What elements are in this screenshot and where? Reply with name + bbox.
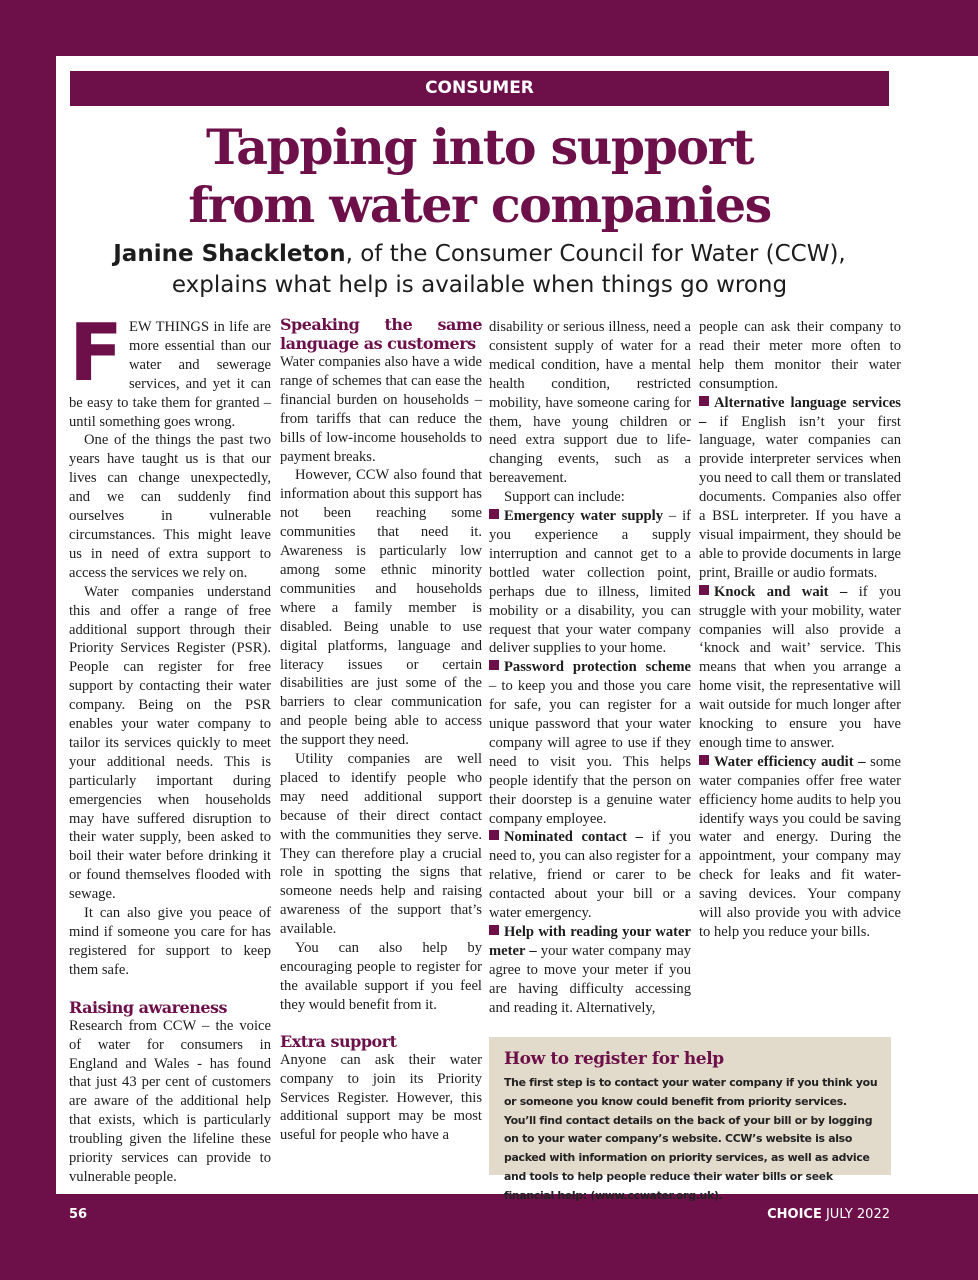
magazine-page xyxy=(56,56,978,1202)
paragraph: Support can include: xyxy=(504,489,625,506)
paragraph: Water companies also have a wide range of schemes that can ease the financial burden on households – from tariffs that can reduce the bills of low-income households to payment breaks. xyxy=(280,354,482,465)
paragraph: You can also help by encouraging people to register for the available support if you feel they would benefit from it. xyxy=(280,940,482,1013)
magazine-name: CHOICE xyxy=(767,1207,822,1222)
paragraph: However, CCW also found that information about this support has not been reaching some communities that need it. Awareness is particularly low among some ethnic minority communities and households where a family member is disabled. Being unable to use digital platforms, language and literacy issues or certain disabilities are just some of the barriers to clear communication and people being able to access the support they need. xyxy=(280,467,482,749)
bullet-square-icon xyxy=(489,660,499,670)
paragraph: disability or serious illness, need a consistent supply of water for a medical condition, have a mental health condition, restricted mobility, have someone caring for them, have young children or need extra support due to life-changing events, such as a bereavement. xyxy=(489,319,691,487)
page-number: 56 xyxy=(69,1207,88,1222)
bullet-square-icon xyxy=(699,755,709,765)
bullet-item: Help with reading your water meter – your water company may agree to move your meter if you are having difficulty accessing and reading it. Alternatively, xyxy=(489,924,692,1016)
paragraph: One of the things the past two years have taught us is that our lives can change unexpectedly, and we can suddenly find ourselves in vulnerable circumstances. This might leave us in need of extra support to access the services we rely on. xyxy=(69,432,271,581)
bullet-square-icon xyxy=(699,585,709,595)
paragraph: EW THINGS in life are more essential than our water and sewerage services, and yet it can be easy to take them for granted – until something goes wrong. xyxy=(69,319,271,430)
subheading-speaking-language: Speaking the same language as customers xyxy=(280,315,482,353)
bullet-item: Alternative language services – if English isn’t your first language, water companies can provide interpreter services when you need to call them or translated documents. Companies also offer a BSL interpreter. If you have a visual impairment, they should be able to provide documents in large print, Braille or audio formats. xyxy=(699,394,901,581)
bullet-item: Nominated contact – if you need to, you can also register for a relative, friend or carer to be contacted about your bill or a water emergency. xyxy=(489,829,691,922)
bullet-item: Knock and wait – if you struggle with your mobility, water companies will also provide a ‘knock and wait’ service. This means that when you arrange a home visit, the representative will wait outside for much longer after knocking to ensure you have enough time to answer. xyxy=(699,583,901,751)
column-4 xyxy=(699,318,901,942)
bullet-square-icon xyxy=(489,509,499,519)
column-3 xyxy=(489,318,691,1018)
bullet-item: Password protection scheme – to keep you and those you care for safe, you can register for a unique password that your water company will agree to use if they need to visit you. This helps people identify that the person on their doorstep is a genuine water company employee. xyxy=(489,659,691,827)
magazine-issue xyxy=(767,1207,890,1222)
subheading-raising-awareness: Raising awareness xyxy=(69,997,228,1017)
author-affiliation: , of the Consumer Council for Water (CCW), xyxy=(345,241,846,267)
bullet-square-icon xyxy=(489,830,499,840)
column-1 xyxy=(69,307,271,1187)
paragraph: people can ask their company to read their meter more often to help them monitor their water consumption. xyxy=(699,319,901,392)
paragraph: Anyone can ask their water company to join its Priority Services Register. However, this additional support may be most useful for people who have a xyxy=(280,1051,482,1144)
box-title: How to register for help xyxy=(504,1049,724,1069)
column-2 xyxy=(280,315,482,1145)
drop-cap: F xyxy=(69,307,123,399)
how-to-register-box xyxy=(489,1037,891,1202)
bullet-item: Water efficiency audit – some water companies offer free water efficiency home audits to help you identify ways you could be saving water and energy. During the appointment, your company may check for leaks and fit water-saving devices. Your company will also provide you with advice to help you reduce your bills. xyxy=(699,753,901,940)
headline-line-1: Tapping into support xyxy=(205,118,754,176)
bullet-square-icon xyxy=(699,396,709,406)
standfirst-line-2: explains what help is available when things go wrong xyxy=(171,272,788,298)
headline xyxy=(56,118,903,234)
standfirst xyxy=(56,239,903,301)
bullet-item: Emergency water supply – if you experience a supply interruption and cannot get to a bottled water collection point, perhaps due to illness, limited mobility or a disability, you can request that your water company deliver supplies to your home. xyxy=(489,508,691,657)
author-name: Janine Shackleton xyxy=(113,241,346,267)
bullet-square-icon xyxy=(489,925,499,935)
standfirst-line-1 xyxy=(56,239,903,270)
section-label: CONSUMER xyxy=(70,71,889,106)
subheading-extra-support: Extra support xyxy=(280,1031,397,1051)
headline-line-2: from water companies xyxy=(188,176,771,234)
paragraph: Water companies understand this and offer a range of free additional support through their Priority Services Register (PSR). People can register for free support by contacting their water company. Being on the PSR enables your water company to tailor its services quickly to meet your additional needs. This is particularly important during emergencies when households may have suffered disruption to their water supply, been asked to boil their water before drinking it or found themselves flooded with sewage. xyxy=(69,583,271,903)
issue-date: JULY 2022 xyxy=(821,1207,890,1222)
paragraph: It can also give you peace of mind if someone you care for has registered for support to keep them safe. xyxy=(69,905,271,978)
box-text: The first step is to contact your water company if you think you or someone you know could benefit from priority services. You’ll find contact details on the back of your bill or by logging on to your water company’s website. CCW’s website is also packed with information on priority services, as well as advice and tools to help people reduce their water bills or seek financial help: (www.ccwater.org.uk). xyxy=(504,1076,878,1202)
paragraph: Utility companies are well placed to identify people who may need additional support because of their direct contact with the communities they serve. They can therefore play a crucial role in spotting the signs that someone needs help and raising awareness of the support that’s available. xyxy=(280,751,482,938)
paragraph: Research from CCW – the voice of water for consumers in England and Wales - has found that just 43 per cent of customers are aware of the additional help that exists, which is particularly troubling given the lifeline these priority services can provide to vulnerable people. xyxy=(69,1017,271,1185)
